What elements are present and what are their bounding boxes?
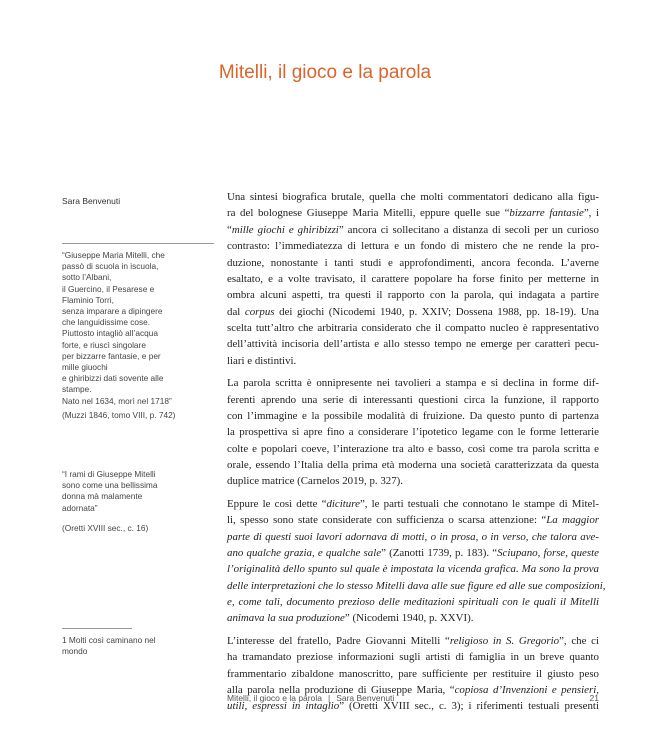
body-line: la prospettiva si apre fino a considerare l’ipotetico legame con le forme letterarie	[227, 426, 599, 439]
quote-line: Flaminio Torri,	[62, 294, 114, 305]
body-line: ra del bolognese Giuseppe Maria Mitelli, eppure quelle sue “bizzarre fantasie”, i	[227, 207, 599, 220]
footer-running-author: Sara Benvenuti	[336, 693, 395, 703]
body-paragraph	[227, 189, 599, 369]
footer-running-title: Mitelli, il gioco e la parola	[227, 693, 322, 703]
body-line: esaltato, e a volte travisato, il carattere popolare ha forse finito per metterne in	[227, 272, 599, 285]
body-line: dell’attività incisoria dell’artista e allo stesso tempo ne emerge per caratteri pecu-	[227, 338, 599, 351]
body-line: parte di questi suoi lavori adornava di motti, o in prosa, o in verso, che talora ave-	[227, 530, 599, 543]
footnote-divider	[62, 628, 132, 629]
body-line: scelta tutt’altro che arbitraria considerato che il compatto nucleo è rappresentativo	[227, 322, 599, 334]
body-line: e, come tali, documento prezioso delle meditazioni spirituali con le quali il Mitelli	[227, 596, 599, 608]
body-line: liari e distintivi.	[227, 354, 297, 367]
sidebar-citation-oretti: (Oretti XVIII sec., c. 16)	[62, 523, 149, 533]
quote-line: e ghiribizzi dati sovente alle	[62, 373, 164, 384]
quote-line: passò di scuola in iscuola,	[62, 261, 159, 272]
quote-line: per bizzarre fantasie, e per	[62, 350, 161, 361]
body-line: l’originalità dello spunto sul quale è impostata la vicenda grafica. Ma sono la prova	[227, 563, 599, 576]
body-line: orale, essendo l’Italia della prima età moderna una società caratterizzata da questa	[227, 459, 599, 471]
page-footer	[227, 693, 599, 703]
body-line: ano qualche grazia, e qualche sale” (Zanotti 1739, p. 183). “Sciupano, forse, queste	[227, 546, 599, 559]
quote-line: mille giuochi	[62, 362, 108, 373]
body-line: animava la sua produzione” (Nicodemi 1940, p. XXVI).	[227, 612, 474, 625]
footnote-line: 1 Molti così caminano nel	[62, 635, 156, 645]
body-line: “mille giochi e ghiribizzi” ancora ci sollecitano a distanza di secoli per un curioso	[227, 223, 599, 236]
body-line: ferenti aprendo una serie di interessanti questioni circa la funzione, il rapporto	[227, 393, 599, 406]
footnote-line: mondo	[62, 646, 88, 657]
quote-line: senza imparare a dipingere	[62, 306, 163, 317]
author-name: Sara Benvenuti	[62, 196, 121, 206]
sidebar-divider	[62, 243, 214, 244]
quote-line: “I rami di Giuseppe Mitelli	[62, 469, 156, 479]
body-line: frammentario zibaldone manoscritto, pare sufficiente per restituire il giusto peso	[227, 667, 599, 680]
body-line: L’interesse del fratello, Padre Giovanni Mitelli “religioso in S. Gregorio”, che ci	[227, 634, 599, 647]
page-number: 21	[589, 693, 599, 703]
quote-line: sotto l’Albani,	[62, 272, 112, 283]
body-line: li, spesso sono state considerate con sufficienza o scarsa attenzione: “La maggior	[227, 514, 600, 527]
body-line: La parola scritta è onnipresente nei tavolieri a stampa e si declina in forme dif-	[227, 377, 599, 390]
quote-line: donna mà malamente	[62, 491, 143, 502]
body-line: utili, espressi in intaglio” (Oretti XVIII sec., c. 3); i riferimenti testuali presenti	[227, 700, 599, 713]
quote-line: il Guercino, il Pesarese e	[62, 283, 155, 294]
footer-separator: |	[327, 693, 331, 703]
body-line: con l’immagine e la possibile modalità di fruizione. Da questo punto di partenza	[227, 409, 599, 422]
body-line: ha tramandato preziose informazioni sugli artisti di famiglia in un breve quanto	[227, 651, 599, 664]
quote-line: sono come una bellissima	[62, 480, 158, 491]
chapter-title: Mitelli, il gioco e la parola	[218, 62, 432, 83]
body-line: ombra alcuni aspetti, tra questi il rapporto con la parola, qui indagata a partire	[227, 289, 599, 302]
quote-line: “Giuseppe Maria Mitelli, che	[62, 250, 165, 260]
body-line: alla parola nella produzione di Giuseppe Maria, “copiosa d’Invenzioni e pensieri,	[227, 683, 599, 696]
quote-line: Piuttosto intagliò all’acqua	[62, 328, 158, 339]
body-line: duplice matrice (Carnelos 2019, p. 327).	[227, 475, 404, 488]
quote-line: Nato nel 1634, morì nel 1718”	[62, 395, 172, 406]
main-body-text	[227, 189, 606, 721]
sidebar-quote-muzzi	[62, 250, 214, 407]
body-line: delle interpretazioni che lo stesso Mitelli dava alle sue figure ed alle sue composizioni,	[227, 579, 606, 592]
body-line: duzione, nonostante i tanti studi e approfondimenti, ancora feconda. L’averne	[227, 256, 599, 269]
sidebar-quote-oretti	[62, 469, 214, 514]
body-line: Eppure le così dette “diciture”, le parti testuali che connotano le stampe di Mitel-	[227, 497, 599, 510]
quote-line: che languidissime cose.	[62, 317, 151, 328]
quote-line: forte, e riuscì singolare	[62, 339, 146, 350]
body-paragraph	[227, 375, 599, 490]
footnote	[62, 635, 214, 657]
quote-line: stampe.	[62, 384, 92, 395]
body-line: colte e popolari coeve, l’interazione tra alto e basso, così come tra parola scritta e	[227, 442, 599, 455]
body-paragraph	[227, 496, 606, 627]
sidebar-citation-muzzi: (Muzzi 1846, tomo VIII, p. 742)	[62, 410, 176, 420]
body-line: dal corpus dei giochi (Nicodemi 1940, p. XXIV; Dossena 1988, pp. 18-19). Una	[227, 305, 600, 318]
quote-line: adornata”	[62, 502, 98, 513]
body-line: Una sintesi biografica brutale, quella che molti commentatori dedicano alla figu-	[227, 191, 599, 203]
body-line: contrasto: l’immediatezza di lettura e un fondo di mistero che ne rende la pro-	[227, 240, 599, 253]
